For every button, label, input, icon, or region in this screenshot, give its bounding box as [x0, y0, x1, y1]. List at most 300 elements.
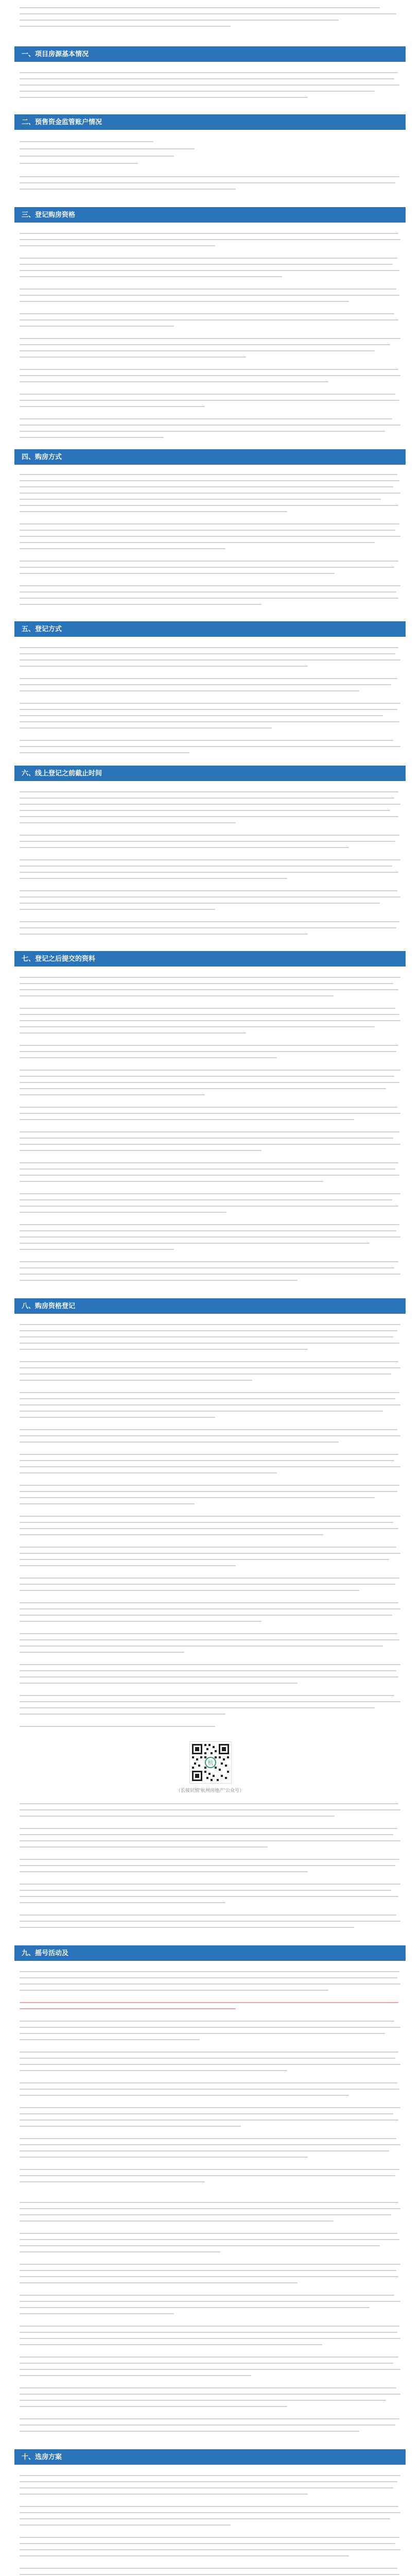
text-line	[20, 1261, 398, 1262]
text-line	[20, 1175, 399, 1176]
text-line	[20, 1324, 400, 1325]
section-title: 八、购房资格登记	[22, 1302, 76, 1310]
section-header-7	[14, 951, 406, 967]
text-line	[20, 561, 398, 562]
text-line	[20, 1896, 398, 1897]
text-line	[20, 2487, 393, 2488]
text-line	[20, 2239, 399, 2240]
text-line	[20, 1051, 396, 1052]
text-line	[20, 163, 138, 164]
text-line	[20, 1859, 399, 1860]
section-header-5	[14, 621, 406, 637]
text-line	[20, 2107, 400, 2108]
text-line	[20, 1131, 399, 1132]
text-line	[20, 245, 215, 246]
section-header-6	[14, 766, 406, 781]
text-line	[20, 2475, 400, 2476]
text-line	[20, 301, 349, 302]
text-line	[20, 1243, 370, 1244]
text-line	[20, 1144, 400, 1145]
text-line	[20, 1884, 400, 1885]
text-line	[20, 1615, 392, 1616]
text-line	[20, 1977, 397, 1978]
text-line	[20, 2064, 400, 2065]
text-line	[20, 7, 380, 8]
text-line	[20, 2394, 400, 2395]
text-line	[20, 2070, 287, 2071]
text-line	[20, 2027, 400, 2028]
text-line	[20, 1578, 399, 1579]
text-line	[20, 1411, 383, 1412]
text-line	[20, 72, 398, 73]
text-line	[20, 2568, 397, 2569]
text-line	[20, 176, 399, 177]
text-line	[20, 1828, 397, 1829]
text-line	[20, 499, 381, 500]
text-line	[20, 1664, 400, 1665]
text-line	[20, 1528, 398, 1529]
text-line	[20, 350, 375, 351]
text-line	[20, 727, 272, 728]
text-line	[20, 141, 153, 142]
text-line	[20, 357, 246, 358]
text-line	[20, 1026, 375, 1027]
text-line	[20, 1070, 400, 1071]
section-title: 六、线上登记之前截止时间	[22, 769, 102, 777]
text-line	[20, 1249, 174, 1250]
text-line	[20, 270, 399, 271]
text-line	[20, 647, 398, 648]
text-line	[20, 400, 399, 401]
text-line	[20, 1466, 400, 1467]
text-line	[20, 1602, 398, 1603]
text-line	[20, 276, 282, 277]
text-line	[20, 2033, 385, 2034]
text-line	[20, 2506, 398, 2507]
text-line	[20, 2221, 334, 2222]
text-line	[20, 2169, 399, 2170]
text-line	[20, 1491, 397, 1492]
text-line	[20, 989, 398, 990]
text-line	[20, 1840, 400, 1841]
text-line	[20, 1014, 399, 1015]
text-line	[20, 2021, 394, 2022]
text-line	[20, 841, 395, 842]
text-line	[20, 239, 400, 240]
text-line	[20, 480, 399, 481]
text-line	[20, 2245, 380, 2246]
text-line	[20, 2518, 390, 2519]
text-line	[20, 1534, 323, 1535]
text-line	[20, 1119, 354, 1120]
text-line	[20, 1701, 400, 1702]
text-line	[20, 2264, 400, 2265]
text-line	[20, 258, 397, 259]
text-line	[20, 1472, 277, 1473]
section-header-8	[14, 1298, 406, 1314]
text-line	[20, 2344, 322, 2345]
text-line	[20, 2270, 396, 2271]
text-line	[20, 1676, 398, 1677]
text-line	[20, 1429, 397, 1430]
text-line	[20, 1990, 328, 1991]
text-line	[20, 1639, 399, 1640]
text-line	[20, 2313, 174, 2314]
text-line	[20, 1181, 323, 1182]
text-line	[20, 1404, 400, 1405]
text-line	[20, 1020, 400, 1021]
text-line	[20, 2282, 297, 2283]
text-line	[20, 542, 375, 543]
text-line	[20, 1168, 395, 1170]
text-line	[20, 13, 396, 14]
text-line	[20, 2387, 396, 2388]
text-line	[20, 1971, 399, 1972]
text-line	[20, 1361, 398, 1362]
text-line	[20, 474, 397, 475]
text-line	[20, 2181, 205, 2182]
section-title: 七、登记之后提交的资料	[22, 955, 96, 962]
section-header-4	[14, 449, 406, 465]
text-line	[20, 295, 399, 296]
text-line	[20, 2481, 397, 2482]
text-line	[20, 995, 334, 996]
text-line	[20, 1927, 354, 1928]
text-line	[20, 1683, 297, 1684]
text-line	[20, 1652, 184, 1653]
text-line	[20, 156, 174, 157]
qr-caption: （长按识别“杭州房地产”公众号）	[176, 1788, 244, 1793]
text-line	[20, 1608, 400, 1609]
text-line	[20, 659, 400, 660]
text-line	[20, 1076, 394, 1077]
text-line	[20, 1224, 399, 1225]
text-line	[20, 1088, 386, 1089]
text-line	[20, 1503, 195, 1504]
text-line	[20, 666, 308, 667]
text-line	[20, 1816, 335, 1817]
text-line	[20, 381, 328, 382]
text-line	[20, 1846, 268, 1848]
text-line	[20, 690, 359, 691]
text-line	[20, 2144, 400, 2145]
section-header-3	[14, 207, 406, 223]
text-line	[20, 2301, 400, 2302]
text-line	[20, 2418, 399, 2419]
text-line	[20, 326, 174, 327]
text-line	[20, 2039, 200, 2040]
text-line	[20, 798, 394, 799]
text-line	[20, 1236, 400, 1238]
text-line	[20, 189, 236, 190]
qr-code[interactable]	[189, 1741, 232, 1784]
text-line	[20, 2089, 399, 2090]
text-line	[20, 1714, 225, 1715]
text-line	[20, 567, 394, 568]
text-line	[20, 890, 397, 891]
text-line	[20, 2276, 398, 2277]
text-line	[20, 2150, 389, 2151]
text-line	[20, 1695, 394, 1696]
text-line	[20, 573, 335, 574]
text-line	[20, 1392, 399, 1393]
text-line	[20, 1032, 246, 1033]
text-line	[20, 2537, 399, 2538]
text-line	[20, 425, 400, 426]
text-line	[20, 2494, 308, 2495]
text-line	[20, 835, 399, 836]
text-line	[20, 1193, 400, 1194]
text-line	[20, 1809, 400, 1810]
section-title: 五、登记方式	[22, 625, 62, 633]
text-line	[20, 1584, 395, 1585]
text-line	[20, 344, 390, 345]
highlighted-text-line	[20, 2008, 236, 2009]
text-line	[20, 1547, 396, 1548]
text-line	[20, 530, 395, 531]
text-line	[20, 2175, 395, 2176]
section-title: 九、摇号活动及	[22, 1949, 69, 1957]
text-line	[20, 2052, 398, 2053]
text-line	[20, 1442, 339, 1443]
text-line	[20, 927, 396, 928]
text-line	[20, 523, 399, 524]
text-line	[20, 909, 215, 910]
text-line	[20, 1559, 389, 1560]
text-line	[20, 2058, 395, 2059]
text-line	[20, 1516, 400, 1517]
text-line	[20, 2369, 400, 2370]
text-line	[20, 2524, 231, 2526]
text-line	[20, 313, 394, 314]
text-line	[20, 319, 398, 320]
text-line	[20, 1082, 399, 1083]
text-line	[20, 1374, 391, 1375]
text-line	[20, 1336, 393, 1337]
text-line	[20, 1726, 215, 1727]
section-header-1	[14, 46, 406, 62]
text-line	[20, 2357, 398, 2358]
text-line	[20, 1107, 397, 1108]
text-line	[20, 2113, 393, 2114]
text-line	[20, 1162, 398, 1163]
text-line	[20, 1367, 400, 1368]
text-line	[20, 2095, 349, 2096]
text-line	[20, 684, 391, 685]
text-line	[20, 1485, 399, 1486]
text-line	[20, 752, 189, 753]
text-line	[20, 2326, 399, 2327]
text-line	[20, 1150, 261, 1151]
text-line	[20, 1633, 397, 1634]
text-line	[20, 2400, 386, 2401]
text-line	[20, 1871, 308, 1872]
text-line	[20, 1094, 205, 1095]
text-line	[20, 1834, 393, 1835]
text-line	[20, 847, 349, 848]
text-line	[20, 2307, 370, 2308]
text-line	[20, 2549, 400, 2550]
text-line	[20, 2295, 394, 2296]
text-line	[20, 1380, 252, 1381]
text-line	[20, 977, 400, 978]
text-line	[20, 2120, 398, 2121]
highlighted-text-line	[20, 2002, 398, 2003]
text-line	[20, 1199, 392, 1200]
text-line	[20, 791, 398, 792]
text-line	[20, 1646, 383, 1647]
text-line	[20, 2574, 399, 2575]
text-line	[20, 1914, 396, 1916]
section-title: 四、购房方式	[22, 453, 62, 461]
text-line	[20, 1553, 400, 1554]
text-line	[20, 182, 395, 183]
text-line	[20, 2233, 397, 2234]
text-line	[20, 1398, 395, 1399]
section-title: 一、项目房源基本情况	[22, 50, 89, 58]
section-title: 二、预售资金监管账户情况	[22, 118, 102, 126]
text-line	[20, 84, 399, 86]
text-line	[20, 2555, 349, 2556]
text-line	[20, 233, 398, 234]
text-line	[20, 1497, 375, 1498]
text-line	[20, 2208, 400, 2209]
text-line	[20, 338, 400, 339]
section-title: 十、选房方案	[22, 2453, 62, 2461]
text-line	[20, 431, 385, 432]
text-line	[20, 721, 399, 722]
text-line	[20, 1803, 398, 1804]
text-line	[20, 1113, 400, 1114]
text-line	[20, 1707, 375, 1708]
section-header-2	[14, 114, 406, 130]
text-line	[20, 1590, 359, 1591]
text-line	[20, 1230, 396, 1231]
text-line	[20, 746, 400, 747]
text-line	[20, 78, 394, 79]
text-line	[20, 872, 398, 873]
text-line	[20, 2082, 397, 2083]
text-line	[20, 2543, 395, 2544]
text-line	[20, 2375, 251, 2376]
text-line	[20, 418, 392, 419]
section-title: 三、登记购房资格	[22, 211, 76, 218]
text-line	[20, 585, 400, 586]
text-line	[20, 1670, 396, 1671]
text-line	[20, 1454, 398, 1455]
text-line	[20, 903, 380, 904]
qr-code-icon	[190, 1742, 231, 1783]
text-line	[20, 2363, 393, 2364]
text-line	[20, 511, 287, 512]
text-line	[20, 1890, 391, 1891]
text-line	[20, 1522, 393, 1523]
text-line	[20, 148, 195, 149]
text-line	[20, 866, 392, 867]
text-line	[20, 878, 287, 879]
text-line	[20, 1621, 261, 1622]
text-line	[20, 1460, 394, 1461]
text-line	[20, 709, 397, 710]
text-line	[20, 1921, 400, 1922]
text-line	[20, 2512, 400, 2513]
text-line	[20, 859, 400, 860]
text-line	[20, 1267, 394, 1268]
text-line	[20, 921, 399, 922]
text-line	[20, 604, 261, 605]
text-line	[20, 1565, 236, 1566]
qr-logo-text: 杭	[207, 1759, 214, 1766]
text-line	[20, 2214, 391, 2215]
text-line	[20, 1984, 400, 1985]
text-line	[20, 437, 164, 438]
text-line	[20, 715, 383, 716]
text-line	[20, 2138, 396, 2139]
text-line	[20, 1865, 395, 1866]
text-line	[20, 548, 225, 549]
text-line	[20, 983, 393, 984]
text-line	[20, 822, 236, 823]
text-line	[20, 1343, 399, 1344]
text-line	[20, 375, 400, 376]
text-line	[20, 896, 400, 897]
text-line	[20, 1206, 398, 1207]
text-line	[20, 740, 393, 741]
text-line	[20, 20, 339, 21]
text-line	[20, 2338, 400, 2339]
text-line	[20, 1057, 277, 1058]
text-line	[20, 1008, 395, 1009]
text-line	[20, 1212, 226, 1213]
text-line	[20, 26, 231, 27]
text-line	[20, 2251, 220, 2252]
text-line	[20, 289, 396, 290]
text-line	[20, 1280, 297, 1281]
text-line	[20, 493, 400, 494]
text-line	[20, 816, 398, 817]
text-line	[20, 810, 390, 811]
text-line	[20, 91, 375, 92]
text-line	[20, 1435, 400, 1436]
text-line	[20, 536, 400, 537]
text-line	[20, 2425, 395, 2426]
text-line	[20, 2126, 241, 2127]
text-line	[20, 406, 205, 407]
text-line	[20, 1330, 397, 1331]
text-line	[20, 591, 396, 592]
text-line	[20, 486, 393, 487]
text-line	[20, 1417, 215, 1418]
text-line	[20, 653, 395, 654]
text-line	[20, 394, 395, 395]
section-header-10	[14, 2449, 406, 2465]
text-line	[20, 1902, 225, 1903]
text-line	[20, 505, 398, 506]
text-line	[20, 703, 400, 704]
text-line	[20, 2202, 398, 2203]
text-line	[20, 1138, 393, 1139]
text-line	[20, 2431, 359, 2432]
section-header-9	[14, 1945, 406, 1961]
text-line	[20, 934, 308, 935]
text-line	[20, 804, 400, 805]
text-line	[20, 1045, 398, 1046]
text-line	[20, 2406, 287, 2407]
text-line	[20, 1274, 400, 1275]
text-line	[20, 1349, 308, 1350]
text-line	[20, 2157, 308, 2158]
text-line	[20, 678, 397, 679]
